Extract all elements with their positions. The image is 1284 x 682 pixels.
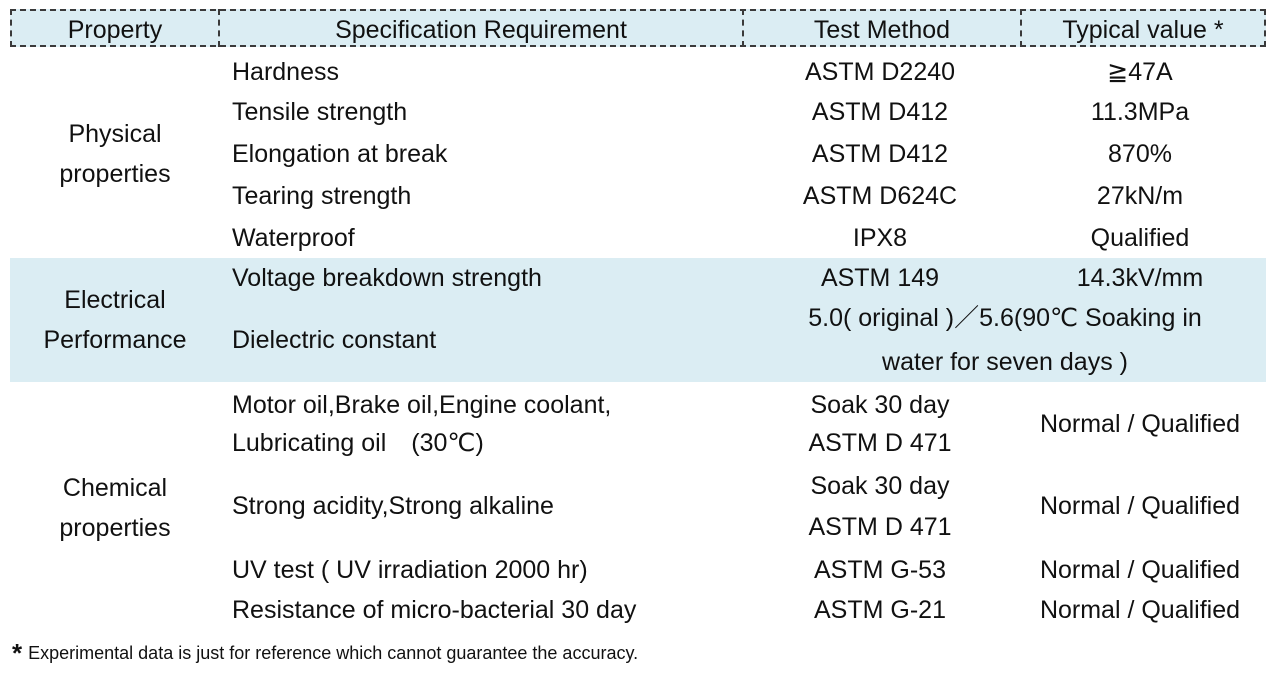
method-cell: ASTM D2240 — [804, 58, 956, 86]
value-cell: Normal / Qualified — [1039, 410, 1241, 438]
value-cell: 14.3kV/mm — [1076, 264, 1204, 292]
method-cell: ASTM D412 — [811, 98, 949, 126]
spec-cell: Voltage breakdown strength — [232, 264, 542, 292]
table-header — [10, 9, 1266, 47]
method-cell: ASTM G-53 — [814, 556, 946, 584]
method-cell: IPX8 — [852, 224, 908, 252]
group-label — [10, 114, 220, 194]
method-cell: ASTM 149 — [820, 264, 940, 292]
group-label-line: Performance — [43, 326, 187, 354]
group-label — [10, 280, 220, 360]
header-test-method: Test Method — [813, 16, 951, 44]
method-cell: Soak 30 day — [810, 472, 950, 500]
group-label-line: Chemical — [62, 474, 168, 502]
value-cell: 870% — [1108, 140, 1172, 168]
group-label — [10, 468, 220, 548]
group-label-line: Physical — [68, 120, 162, 148]
group-label-line: Electrical — [64, 286, 166, 314]
header-specification: Specification Requirement — [335, 16, 627, 44]
spec-cell: Dielectric constant — [232, 326, 437, 354]
spec-cell: Resistance of micro-bacterial 30 day — [232, 596, 637, 624]
method-cell: ASTM D 471 — [808, 513, 952, 541]
spec-cell: Tearing strength — [232, 182, 412, 210]
method-cell: Soak 30 day — [810, 391, 950, 419]
value-cell: Normal / Qualified — [1039, 492, 1241, 520]
footnote-star: * — [12, 638, 23, 668]
value-cell: 11.3MPa — [1090, 98, 1190, 126]
spec-cell: Lubricating oil (30℃) — [232, 429, 484, 457]
value-cell: Normal / Qualified — [1039, 556, 1241, 584]
method-cell: ASTM D 471 — [808, 429, 952, 457]
spec-cell: Hardness — [232, 58, 339, 86]
method-cell: ASTM D624C — [802, 182, 958, 210]
method-cell: ASTM D412 — [811, 140, 949, 168]
value-cell: Qualified — [1090, 224, 1190, 252]
value-cell: 27kN/m — [1096, 182, 1184, 210]
spec-cell: Tensile strength — [232, 98, 408, 126]
group-label-line: properties — [59, 160, 171, 188]
spec-cell: UV test ( UV irradiation 2000 hr) — [232, 556, 588, 584]
spec-cell: Motor oil,Brake oil,Engine coolant, — [232, 391, 612, 419]
spec-cell: Waterproof — [232, 224, 355, 252]
header-property: Property — [67, 16, 163, 44]
merged-value-cell: water for seven days ) — [882, 348, 1128, 376]
header-typical-value: Typical value * — [1062, 16, 1224, 44]
method-cell: ASTM G-21 — [814, 596, 946, 624]
footnote — [12, 638, 638, 669]
merged-value-cell: 5.0( original )／5.6(90℃ Soaking in — [808, 304, 1202, 332]
value-cell: Normal / Qualified — [1039, 596, 1241, 624]
spec-cell: Strong acidity,Strong alkaline — [232, 492, 554, 520]
group-label-line: properties — [59, 514, 171, 542]
value-cell: ≧47A — [1107, 58, 1173, 86]
footnote-text: Experimental data is just for reference which cannot guarantee the accuracy. — [28, 643, 639, 663]
spec-cell: Elongation at break — [232, 140, 448, 168]
